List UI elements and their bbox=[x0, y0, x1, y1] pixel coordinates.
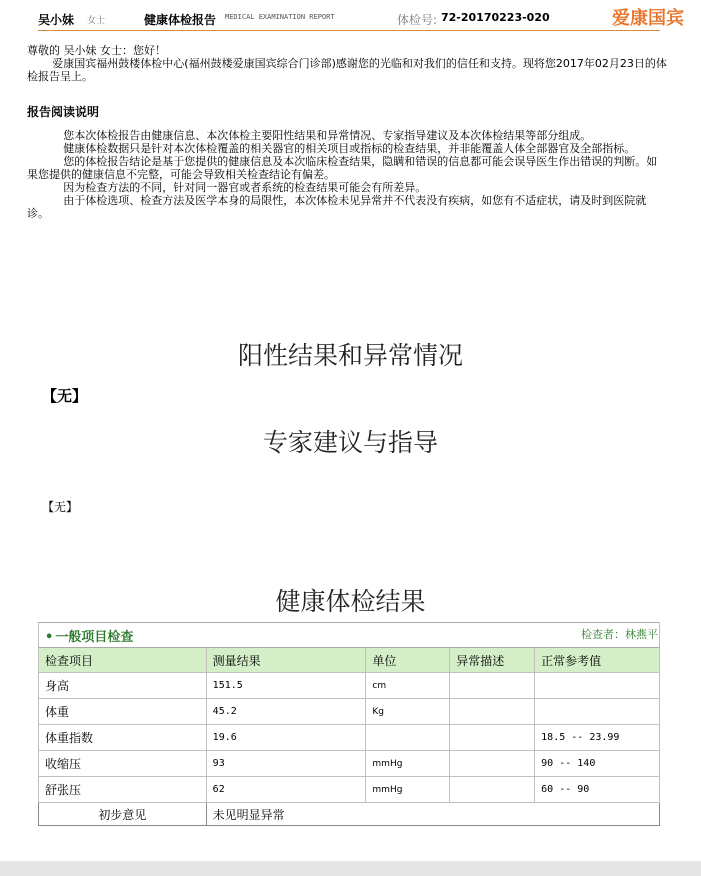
row-result: 93 bbox=[206, 751, 366, 777]
column-header-reference: 正常参考值 bbox=[535, 648, 660, 673]
greeting-salutation: 尊敬的 吴小妹 女士：您好！ bbox=[27, 44, 166, 57]
row-abnormal bbox=[450, 777, 535, 803]
positive-results-title: 阳性结果和异常情况 bbox=[237, 341, 463, 370]
inspector-name: 检查者：林燕平 bbox=[581, 627, 658, 641]
column-header-item: 检查项目 bbox=[39, 648, 207, 673]
column-header-result: 测量结果 bbox=[206, 648, 366, 673]
row-abnormal bbox=[450, 673, 535, 699]
row-abnormal bbox=[450, 725, 535, 751]
expert-advice-title: 专家建议与指导 bbox=[262, 428, 438, 457]
exam-results-table bbox=[38, 622, 660, 826]
report-title-en: MEDICAL EXAMINATION REPORT bbox=[225, 13, 335, 21]
bullet-icon: • bbox=[45, 629, 54, 645]
opinion-label: 初步意见 bbox=[39, 803, 207, 826]
reading-paragraph: 因为检查方法的不同，针对同一器官或者系统的检查结果可能会有所差异。 bbox=[63, 181, 427, 194]
column-header-unit: 单位 bbox=[366, 648, 450, 673]
row-result: 62 bbox=[206, 777, 366, 803]
row-unit: mmHg bbox=[366, 777, 450, 803]
group-header-cell bbox=[39, 623, 660, 648]
opinion-row bbox=[39, 803, 660, 826]
bottom-scroll-bar bbox=[0, 861, 701, 876]
row-reference: 18.5 -- 23.99 bbox=[535, 725, 660, 751]
row-result: 45.2 bbox=[206, 699, 366, 725]
column-header-abnormal: 异常描述 bbox=[450, 648, 535, 673]
row-result: 19.6 bbox=[206, 725, 366, 751]
brand-logo: 爱康国宾 bbox=[612, 8, 684, 29]
row-unit: cm bbox=[366, 673, 450, 699]
greeting-body: 爱康国宾福州鼓楼体检中心(福州鼓楼爱康国宾综合门诊部)感谢您的光临和对我们的信任和支持。现将您2017年02月23日的体检报告呈上。 bbox=[27, 57, 667, 83]
row-result: 151.5 bbox=[206, 673, 366, 699]
positive-results-content: 【无】 bbox=[42, 387, 88, 405]
row-unit: mmHg bbox=[366, 751, 450, 777]
group-header-row bbox=[39, 623, 660, 648]
reading-paragraph: 您的体检报告结论是基于您提供的健康信息及本次临床检查结果，隐瞒和错误的信息都可能会误导医生作出错误的判断。如果您提供的健康信息不完整，可能会导致相关检查结论有偏差。 bbox=[27, 155, 658, 181]
row-item: 体重 bbox=[39, 699, 207, 725]
table-row bbox=[39, 751, 660, 777]
row-item: 身高 bbox=[39, 673, 207, 699]
row-reference: 90 -- 140 bbox=[535, 751, 660, 777]
reading-paragraph: 由于体检选项、检查方法及医学本身的局限性，本次体检未见异常并不代表没有疾病，如您有不适症状，请及时到医院就诊。 bbox=[27, 194, 647, 220]
exam-results-title: 健康体检结果 bbox=[275, 587, 426, 616]
row-abnormal bbox=[450, 751, 535, 777]
exam-number-label: 体检号: bbox=[397, 13, 438, 27]
group-title bbox=[45, 630, 133, 645]
row-reference bbox=[535, 673, 660, 699]
row-reference bbox=[535, 699, 660, 725]
exam-number: 72-20170223-020 bbox=[441, 11, 550, 24]
patient-name: 吴小妹 bbox=[38, 13, 75, 27]
reading-guide-body bbox=[27, 129, 667, 220]
row-unit bbox=[366, 725, 450, 751]
report-title: 健康体检报告 bbox=[144, 13, 217, 27]
table-row bbox=[39, 777, 660, 803]
opinion-value: 未见明显异常 bbox=[206, 803, 659, 826]
row-item: 体重指数 bbox=[39, 725, 207, 751]
greeting-block bbox=[27, 44, 667, 83]
reading-paragraph: 您本次体检报告由健康信息、本次体检主要阳性结果和异常情况、专家指导建议及本次体检结果等部分组成。 bbox=[63, 129, 592, 142]
row-abnormal bbox=[450, 699, 535, 725]
row-item: 收缩压 bbox=[39, 751, 207, 777]
reading-guide-title: 报告阅读说明 bbox=[27, 105, 100, 119]
expert-advice-content: 【无】 bbox=[42, 500, 79, 514]
reading-paragraph: 健康体检数据只是针对本次体检覆盖的相关器官的相关项目或指标的检查结果，并非能覆盖人体全部器官及全部指标。 bbox=[63, 142, 636, 155]
report-header bbox=[38, 8, 684, 31]
table-row bbox=[39, 725, 660, 751]
group-name: 一般项目检查 bbox=[55, 629, 134, 645]
table-row bbox=[39, 673, 660, 699]
table-header-row bbox=[39, 648, 660, 673]
row-reference: 60 -- 90 bbox=[535, 777, 660, 803]
patient-gender: 女士 bbox=[87, 16, 106, 26]
row-item: 舒张压 bbox=[39, 777, 207, 803]
table-row bbox=[39, 699, 660, 725]
row-unit: Kg bbox=[366, 699, 450, 725]
